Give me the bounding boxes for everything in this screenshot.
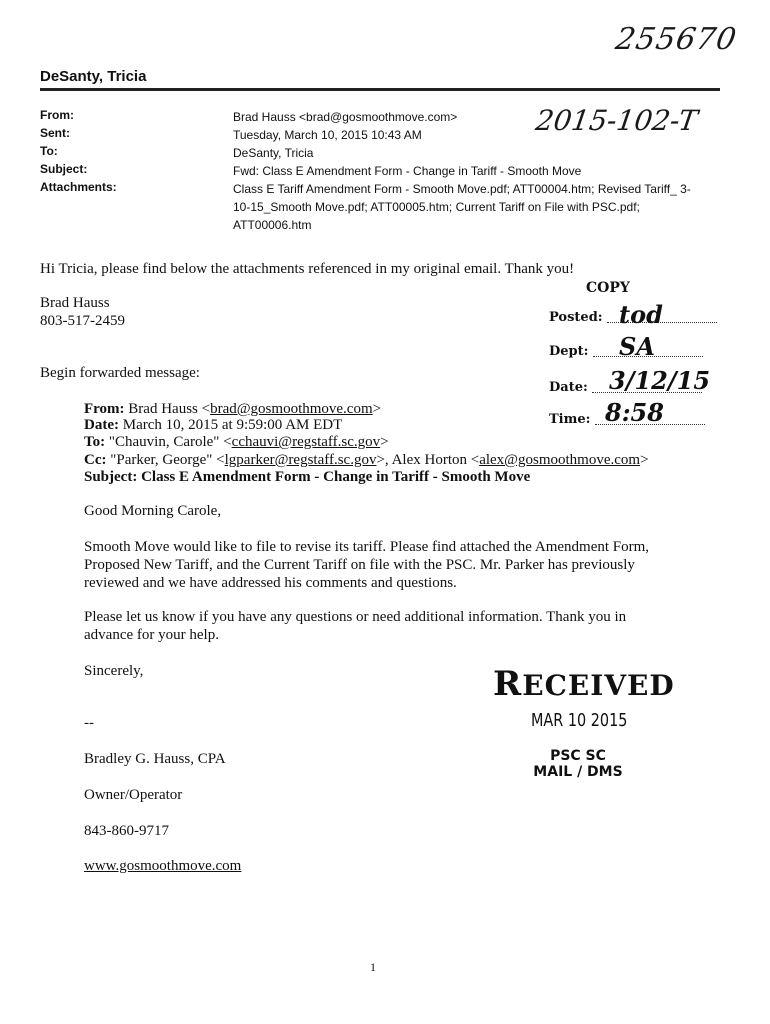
subject-label: Subject:	[40, 162, 88, 176]
begin-forwarded-label: Begin forwarded message:	[40, 365, 200, 381]
stamp-date-handwriting: 3/12/15	[609, 366, 711, 395]
forwarded-date-value: March 10, 2015 at 9:59:00 AM EDT	[122, 417, 343, 433]
received-stamp	[493, 664, 675, 704]
forwarded-cc-label: Cc:	[84, 452, 107, 468]
body-paragraph-1: Smooth Move would like to file to revise its tariff. Please find attached the Amendment Form, Proposed New Tariff, and the Current Tariff on file with the PSC. Mr. Parker has previously reviewed and we have addressed his comments and questions.	[84, 539, 650, 591]
signature-phone: 843-860-9717	[84, 823, 169, 839]
forwarded-subject-label: Subject:	[84, 469, 138, 485]
forwarded-cc-name: "Parker, George" <	[110, 452, 225, 468]
handwritten-document-number: 255670	[612, 22, 740, 57]
stamp-date-label: Date:	[549, 380, 588, 395]
page-number: 1	[370, 960, 376, 974]
to-value: DeSanty, Tricia	[233, 146, 314, 160]
forwarded-date-line	[84, 416, 342, 434]
handwritten-file-number: 2015-102-T	[533, 104, 700, 137]
sent-label: Sent:	[40, 126, 70, 140]
received-stamp-word: ECEIVED	[522, 669, 675, 702]
greeting-text: Good Morning Carole,	[84, 503, 222, 519]
received-stamp-office-line-1: PSC SC	[550, 748, 606, 764]
stamp-time-label: Time:	[549, 412, 591, 427]
subject-value: Fwd: Class E Amendment Form - Change in Tariff - Smooth Move	[233, 164, 582, 178]
forwarded-cc-separator: >, Alex Horton <	[376, 452, 480, 468]
received-stamp-office	[533, 748, 623, 780]
header-divider	[40, 88, 720, 91]
intro-text: Hi Tricia, please find below the attachments referenced in my original email. Thank you!	[40, 261, 575, 277]
forwarded-cc-close: >	[640, 452, 649, 468]
forwarded-date-label: Date:	[84, 417, 119, 433]
signature-website-link[interactable]: www.gosmoothmove.com	[84, 858, 242, 874]
forwarded-to-email-link[interactable]: cchauvi@regstaff.sc.gov	[231, 434, 381, 450]
forwarded-to-line	[84, 433, 389, 451]
received-stamp-date: MAR 10 2015	[531, 710, 628, 731]
signature-name: Bradley G. Hauss, CPA	[84, 751, 226, 767]
attachments-label: Attachments:	[40, 180, 117, 194]
forwarded-from-email-link[interactable]: brad@gosmoothmove.com	[210, 401, 373, 417]
forwarded-cc-email-link-2[interactable]: alex@gosmoothmove.com	[479, 452, 641, 468]
forwarded-to-close: >	[380, 434, 389, 450]
forwarded-to-label: To:	[84, 434, 106, 450]
received-stamp-initial: R	[493, 664, 523, 704]
stamp-dept-label: Dept:	[549, 344, 589, 359]
signature-title: Owner/Operator	[84, 787, 183, 803]
forwarded-cc-email-link-1[interactable]: lgparker@regstaff.sc.gov	[224, 452, 377, 468]
received-stamp-office-line-2: MAIL / DMS	[533, 764, 623, 780]
stamp-time-row	[549, 398, 705, 427]
to-label: To:	[40, 144, 58, 158]
forwarded-subject-value: Class E Amendment Form - Change in Tariff - Smooth Move	[141, 469, 531, 485]
forwarded-from-name: Brad Hauss <	[128, 401, 211, 417]
copy-stamp-label: COPY	[586, 280, 630, 296]
stamp-posted-row	[549, 300, 717, 329]
from-label: From:	[40, 108, 74, 122]
mailbox-owner-name: DeSanty, Tricia	[40, 68, 147, 85]
forwarded-from-label: From:	[84, 401, 125, 417]
stamp-dept-row	[549, 332, 703, 361]
sent-value: Tuesday, March 10, 2015 10:43 AM	[233, 128, 422, 142]
stamp-posted-handwriting: tod	[619, 300, 663, 329]
stamp-dept-handwriting: SA	[619, 332, 655, 361]
stamp-date-row	[549, 366, 711, 395]
forwarded-to-name: "Chauvin, Carole" <	[108, 434, 232, 450]
signature-separator: --	[84, 715, 94, 731]
stamp-posted-label: Posted:	[549, 310, 603, 325]
forwarded-cc-line	[84, 451, 649, 469]
body-paragraph-2: Please let us know if you have any questions or need additional information. Thank you in advance for your help.	[84, 609, 627, 643]
stamp-time-handwriting: 8:58	[605, 398, 664, 427]
forwarded-from-close: >	[372, 401, 382, 417]
sender-phone: 803-517-2459	[40, 313, 125, 329]
closing-text: Sincerely,	[84, 663, 144, 679]
sender-name: Brad Hauss	[40, 295, 110, 311]
attachments-value: Class E Tariff Amendment Form - Smooth Move.pdf; ATT00004.htm; Revised Tariff_ 3-10-15_Smooth Move.pdf; ATT00005.htm; Current Tariff on File with PSC.pdf; ATT00006.htm	[233, 182, 691, 232]
forwarded-subject-line	[84, 468, 530, 486]
from-value: Brad Hauss <brad@gosmoothmove.com>	[233, 110, 458, 124]
